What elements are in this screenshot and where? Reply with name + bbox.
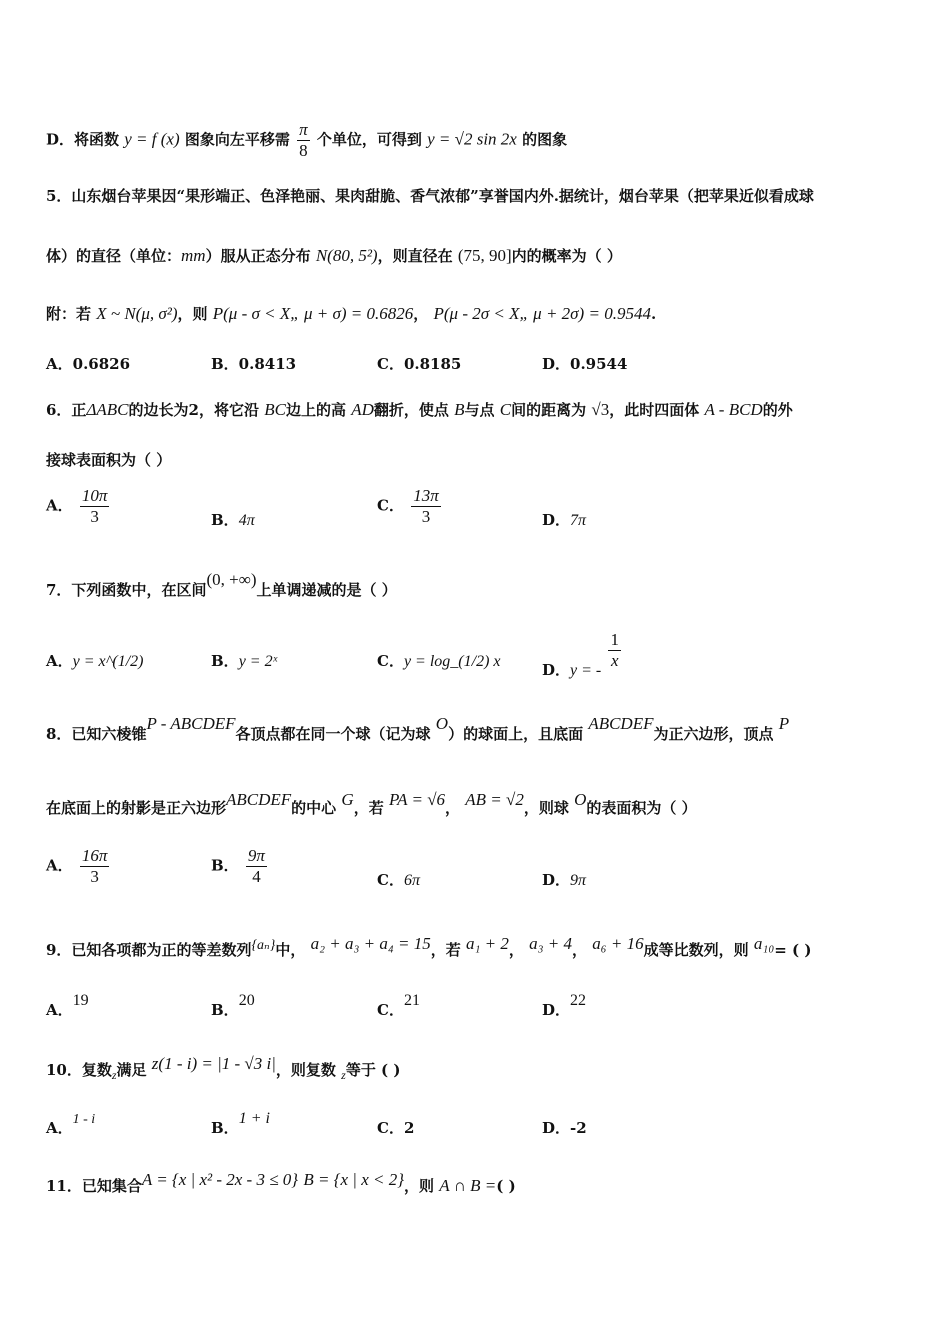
q6-option-d <box>542 510 586 531</box>
q5-option-c: C．0.8185 <box>377 355 462 373</box>
formula: {aₙ} <box>251 938 276 953</box>
q10-option-d: D．-2 <box>542 1119 587 1137</box>
text: 翻折，使点 <box>373 401 449 419</box>
option-value: 6π <box>403 872 420 889</box>
option-value: 1 + i <box>238 1110 270 1127</box>
text: 为正六边形，顶点 <box>653 725 774 743</box>
option-value: 19 <box>72 992 89 1009</box>
formula: ABCDEF <box>226 790 292 809</box>
option-label: C． <box>377 1001 404 1019</box>
q10-option-c: C．2 <box>377 1119 415 1137</box>
q11-stem <box>46 1170 516 1196</box>
q7-option-b <box>211 651 277 672</box>
q6-line-1 <box>46 400 793 420</box>
q10-stem <box>46 1054 401 1082</box>
text: 等于 ( ) <box>345 1061 401 1079</box>
text: 边上的高 <box>285 401 346 419</box>
text: 的外 <box>762 401 793 419</box>
text: 的表面积为（ ） <box>586 799 697 817</box>
option-label: C． <box>377 652 404 670</box>
option-label: B． <box>211 652 239 670</box>
text: 中， <box>275 941 306 959</box>
text: 7．下列函数中，在区间 <box>46 581 207 599</box>
fraction <box>608 630 621 671</box>
q8-line-1 <box>46 714 790 744</box>
formula: ΔABC <box>86 400 129 419</box>
option-label: B． <box>211 856 239 875</box>
text: 的边长为2，将它沿 <box>128 401 259 419</box>
text: ， <box>508 941 524 959</box>
formula: a₂ + a₃ + a₄ = 15 <box>310 934 431 953</box>
formula: PA = √6 <box>388 790 446 809</box>
q4-option-d <box>46 120 567 161</box>
q8-option-a <box>46 846 111 887</box>
option-label: D． <box>542 1001 571 1019</box>
option-label: A． <box>46 1119 73 1137</box>
formula: P - ABCDEF <box>146 714 236 733</box>
text: ， <box>445 799 461 817</box>
option-label: C． <box>377 496 404 515</box>
q5-line-2 <box>46 246 622 266</box>
q9-option-a <box>46 992 89 1021</box>
formula: y = √2 sin 2x <box>427 129 517 149</box>
option-value: 4π <box>238 512 255 529</box>
formula: P(μ - σ < X„ μ + σ) = 0.6826 <box>212 304 414 323</box>
text: 与点 <box>464 401 495 419</box>
text: ，若 <box>430 941 461 959</box>
option-label: D． <box>542 660 571 679</box>
text: 满足 <box>116 1061 147 1079</box>
formula: B = {x | x < 2} <box>303 1170 405 1189</box>
text: 间的距离为 <box>511 401 587 419</box>
denominator: 3 <box>421 507 431 526</box>
formula: z(1 - i) = |1 - √3 i| <box>151 1054 276 1073</box>
text: 的图象 <box>522 130 568 149</box>
q9-option-c <box>377 992 420 1021</box>
text: ， <box>413 305 429 323</box>
q10-option-a <box>46 1112 96 1140</box>
text: ，则 <box>177 305 208 323</box>
formula: (0, +∞) <box>206 570 257 589</box>
option-label: D． <box>542 871 571 889</box>
option-value: 1 - i <box>72 1112 96 1127</box>
q6-line-2: 接球表面积为（ ） <box>46 451 172 469</box>
option-value: 20 <box>238 992 255 1009</box>
q5-line-3 <box>46 304 656 324</box>
q6-option-a <box>46 486 111 527</box>
text: 图象向左平移需 <box>184 130 290 149</box>
text: 上单调递减的是（ ） <box>256 581 397 599</box>
option-value: 22 <box>570 992 587 1009</box>
q9-option-d <box>542 992 587 1021</box>
option-label: A． <box>46 856 73 875</box>
denominator: 8 <box>299 141 308 160</box>
denominator: 3 <box>90 867 99 886</box>
option-value: y = x^(1/2) <box>72 653 144 670</box>
text: 成等比数列，则 <box>643 941 749 959</box>
text: D．将函数 <box>46 130 120 149</box>
formula: z <box>341 1068 346 1082</box>
formula: (75, 90] <box>457 246 512 265</box>
option-label: B． <box>211 1001 239 1019</box>
formula: A = {x | x² - 2x - 3 ≤ 0} <box>141 1170 299 1189</box>
option-label: A． <box>46 1001 73 1019</box>
q9-option-b <box>211 992 255 1021</box>
formula: mm <box>181 246 206 265</box>
text: ，则直径在 <box>377 247 453 265</box>
formula: a₁ + 2 <box>465 934 509 953</box>
formula: y = f (x) <box>124 129 180 149</box>
denominator: 4 <box>252 867 261 886</box>
formula: BC <box>264 400 286 419</box>
text: 内的概率为（ ） <box>511 247 622 265</box>
option-value: 7π <box>570 512 587 529</box>
option-value: y = - <box>570 661 602 679</box>
q7-option-c <box>377 651 501 672</box>
text: 体）的直径（单位： <box>46 247 182 265</box>
q7-option-d <box>542 630 623 679</box>
formula: O <box>435 714 449 733</box>
numerator: π <box>299 120 308 139</box>
text: 个单位，可得到 <box>316 130 422 149</box>
text: 10．复数 <box>46 1061 112 1079</box>
text: . <box>650 305 657 323</box>
q5-option-b: B．0.8413 <box>211 355 297 373</box>
q5-line-1: 5．山东烟台苹果因“果形端正、色泽艳丽、果肉甜脆、香气浓郁”享誉国内外.据统计，烟台苹果（把苹果近似看成球 <box>46 187 814 205</box>
text: 6．正 <box>46 401 87 419</box>
text: 附：若 <box>46 305 92 323</box>
text: 的中心 <box>291 799 337 817</box>
formula: O <box>574 790 587 809</box>
text: ( ) <box>496 1177 516 1195</box>
formula: B <box>454 400 465 419</box>
option-label: C． <box>377 871 404 889</box>
text: 8．已知六棱锥 <box>46 725 147 743</box>
text: ，则 <box>404 1177 435 1195</box>
formula: X ~ N(μ, σ²) <box>96 304 178 323</box>
text: ）服从正态分布 <box>205 247 311 265</box>
fraction-pi-over-8 <box>297 120 310 161</box>
q9-stem <box>46 934 812 962</box>
q10-option-b <box>211 1110 270 1139</box>
text: 9．已知各项都为正的等差数列 <box>46 941 252 959</box>
option-label: A． <box>46 496 73 515</box>
fraction <box>411 486 441 527</box>
formula: P(μ - 2σ < X„ μ + 2σ) = 0.9544 <box>433 304 651 323</box>
formula: G <box>341 790 354 809</box>
text: = ( ) <box>774 941 812 959</box>
text: ，则复数 <box>275 1061 336 1079</box>
numerator: 1 <box>610 630 619 649</box>
option-value: 9π <box>570 872 587 889</box>
numerator: 10π <box>81 486 108 505</box>
option-value: 21 <box>403 992 420 1009</box>
formula: ABCDEF <box>588 714 654 733</box>
text: 各顶点都在同一个球（记为球 <box>235 725 431 743</box>
q5-option-a: A．0.6826 <box>46 355 131 373</box>
formula: AB = √2 <box>465 790 524 809</box>
q6-option-c <box>377 486 443 527</box>
q8-option-c <box>377 870 420 891</box>
denominator: x <box>610 651 619 670</box>
option-label: B． <box>211 511 239 529</box>
formula: C <box>499 400 512 419</box>
formula: √3 <box>591 400 610 419</box>
fraction <box>246 846 267 887</box>
formula: P <box>778 714 790 733</box>
q7-option-a <box>46 651 144 672</box>
formula: AD <box>351 400 374 419</box>
formula: A ∩ B = <box>439 1176 497 1195</box>
q8-option-d <box>542 870 586 891</box>
q5-option-d: D．0.9544 <box>542 355 628 373</box>
formula: a₆ + 16 <box>592 934 644 953</box>
q7-stem <box>46 570 397 600</box>
q6-option-b <box>211 510 255 531</box>
text: ，此时四面体 <box>609 401 700 419</box>
text: 在底面上的射影是正六边形 <box>46 799 227 817</box>
text: ）的球面上，且底面 <box>448 725 584 743</box>
formula: a₃ + 4 <box>529 934 573 953</box>
option-label: D． <box>542 511 571 529</box>
option-label: B． <box>211 1119 239 1137</box>
q8-option-b <box>211 846 269 887</box>
numerator: 16π <box>81 846 108 865</box>
formula: a₁₀ <box>753 934 775 953</box>
text: ，若 <box>353 799 384 817</box>
denominator: 3 <box>90 507 99 526</box>
text: ， <box>572 941 588 959</box>
formula: N(80, 5²) <box>315 246 378 265</box>
option-label: A． <box>46 652 73 670</box>
numerator: 9π <box>247 846 265 865</box>
text: 11．已知集合 <box>46 1177 142 1195</box>
fraction <box>80 486 110 527</box>
option-value: y = log_(1/2) x <box>403 653 501 670</box>
text: ，则球 <box>523 799 569 817</box>
formula: z <box>111 1068 117 1082</box>
option-value: y = 2ˣ <box>238 653 278 670</box>
fraction <box>80 846 110 887</box>
q8-line-2 <box>46 790 697 818</box>
formula: A - BCD <box>704 400 763 419</box>
numerator: 13π <box>413 486 439 505</box>
